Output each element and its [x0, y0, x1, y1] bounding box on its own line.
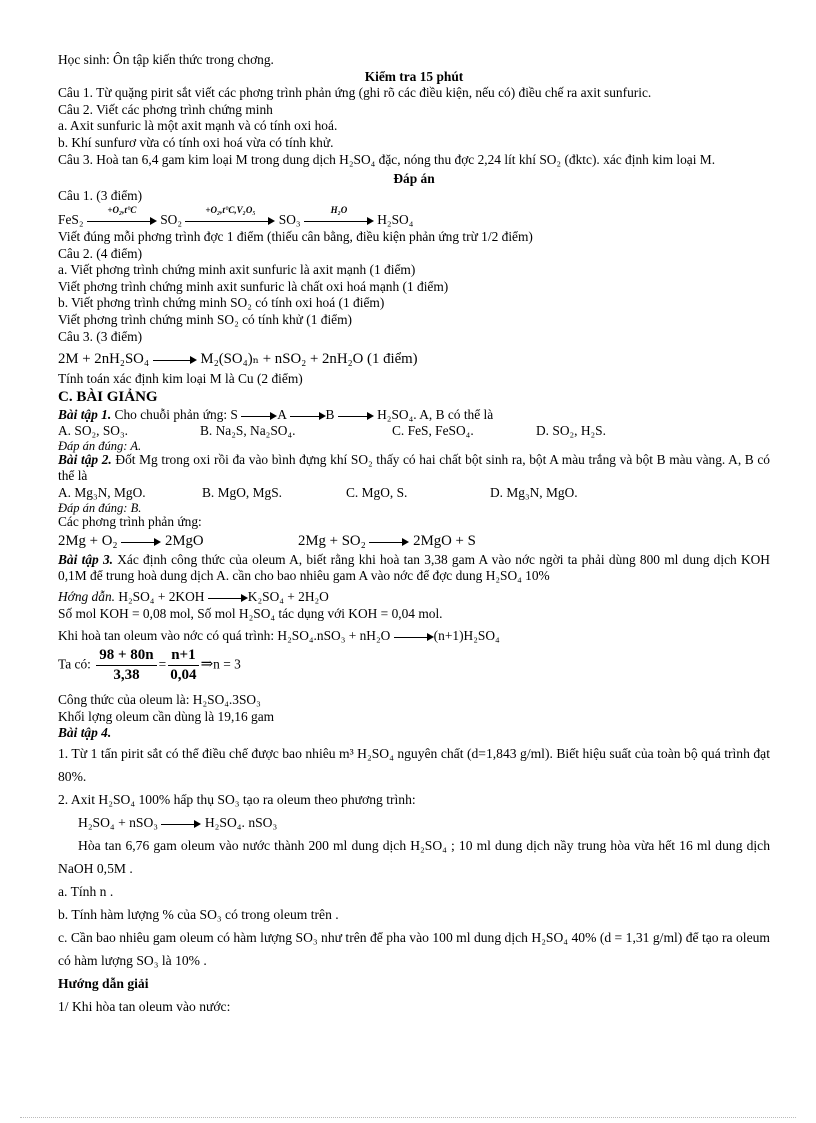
answer-3-equation — [58, 347, 770, 371]
exercise-4-question-a: a. Tính n . — [58, 884, 114, 899]
exercise-2-answer: Đáp án đúng: B. — [58, 500, 142, 515]
quiz-title: Kiểm tra 15 phút — [364, 68, 464, 84]
fraction-numerator: n+1 — [168, 646, 198, 666]
quiz-question-2b: b. Khí sunfurơ vừa có tính oxi hoá vừa có tính khử. — [58, 134, 334, 150]
exercise-3-guide-line — [58, 628, 770, 645]
option: B. MgO, MgS. — [202, 485, 282, 501]
fraction — [96, 646, 156, 685]
reaction-arrow — [290, 411, 326, 421]
equation-right: 2MgO — [161, 533, 204, 550]
option: C. MgO, S. — [346, 485, 408, 501]
equation — [58, 530, 298, 552]
reaction-arrow — [185, 205, 275, 226]
guide-label: Hớng dẫn. — [58, 589, 115, 605]
equation-left: 2Mg + O₂ — [58, 533, 122, 550]
reaction-arrow — [338, 411, 374, 421]
answer-2-line: Viết phơng trình chứng minh SO₂ có tính khử (1 điểm) — [58, 311, 352, 327]
reaction-arrow — [304, 205, 374, 226]
equation-left: 2M + 2nH₂SO₄ — [58, 351, 150, 368]
exercise-4-body — [58, 742, 770, 1018]
option: D. SO₂, H₂S. — [536, 423, 606, 439]
arrow-condition: +O₂,t°C — [107, 205, 137, 216]
exercise-2-options — [58, 485, 770, 502]
exercise-text: Cho chuỗi phản ứng: S — [111, 406, 242, 422]
equation-right: (n+1)H₂SO₄ — [433, 627, 500, 643]
answer-2-heading: Câu 2. (4 điểm) — [58, 245, 143, 261]
fraction-denominator: 0,04 — [170, 667, 197, 684]
exercise-4-label: Bài tập 4. — [58, 725, 112, 741]
option: D. Mg₃N, MgO. — [490, 485, 578, 501]
implies-arrow: ⇒ — [200, 656, 214, 673]
answer-2-line: b. Viết phơng trình chứng minh SO₂ có tính oxi hoá (1 điểm) — [58, 295, 385, 311]
arrow-condition: H₂O — [330, 205, 348, 216]
chain-so3: SO₃ — [278, 212, 301, 228]
chain-h2so4: H₂SO₄ — [377, 212, 414, 228]
exercise-text: H₂SO₄. A, B có thể là — [373, 406, 494, 422]
equation-left: H₂SO₄ + nSO₃ — [78, 815, 162, 830]
fraction-numerator: 98 + 80n — [96, 646, 156, 666]
chain-so2: SO₂ — [160, 212, 183, 228]
exercise-3-formula: Công thức của oleum là: H₂SO₄.3SO₃ — [58, 692, 261, 708]
reaction-arrow — [394, 632, 434, 642]
equation-left: H₂SO₄ + 2KOH — [115, 589, 208, 605]
exercise-4-part-1: 1. Từ 1 tấn pirit sắt có thể điều chế được bao nhiêu m³ H₂SO₄ nguyên chất (d=1,843 g/ml). Biết hiệu suất của toàn bộ quá trình đạt 80%. — [58, 746, 770, 784]
reaction-arrow — [153, 355, 197, 365]
exercise-3-mass: Khối lợng oleum cần dùng là 19,16 gam — [58, 708, 275, 724]
exercise-3 — [58, 552, 770, 583]
exercise-2-equations-heading: Các phơng trình phản ứng: — [58, 513, 202, 529]
answer-1-heading: Câu 1. (3 điểm) — [58, 187, 143, 203]
exercise-4-part-2: 2. Axit H₂SO₄ 100% hấp thụ SO₃ tạo ra oleum theo phương trình: — [58, 792, 416, 807]
quiz-question-2a: a. Axit sunfuric là một axit mạnh và có tính oxi hoá. — [58, 118, 338, 134]
equals-sign: = — [158, 656, 167, 672]
answer-2-line: Viết phơng trình chứng minh axit sunfuric là chất oxi hoá mạnh (1 điểm) — [58, 278, 449, 294]
reaction-arrow — [121, 537, 161, 547]
option: B. Na₂S, Na₂SO₄. — [200, 423, 296, 439]
fraction-equation — [58, 646, 770, 690]
exercise-4-question-c: c. Cần bao nhiêu gam oleum có hàm lượng SO₃ như trên để pha vào 100 ml dung dịch H₂SO₄ 40% (d = 1,31 g/ml) để tạo ra oleum có hàm lượng SO₃ là 10% . — [58, 930, 770, 968]
equation-result: n = 3 — [213, 656, 241, 672]
exercise-text: B — [325, 406, 338, 422]
answer-3-note: Tính toán xác định kim loại M là Cu (2 điểm) — [58, 371, 303, 387]
fraction — [168, 646, 198, 685]
fraction-denominator: 3,38 — [113, 667, 140, 684]
chain-fes2: FeS₂ — [58, 212, 84, 228]
solution-heading: Hướng dẫn giải — [58, 976, 149, 991]
exercise-1-answer: Đáp án đúng: A. — [58, 438, 142, 453]
quiz-question-3: Câu 3. Hoà tan 6,4 gam kim loại M trong dung dịch H₂SO₄ đặc, nóng thu đợc 2,24 lít khí SO₂ (đktc). xác định kim loại M. — [58, 151, 716, 167]
exercise-2 — [58, 452, 770, 485]
exercise-4-equation — [58, 811, 770, 834]
exercise-4-part-3: Hòa tan 6,76 gam oleum vào nước thành 200 ml dung dịch H₂SO₄ ; 10 ml dung dịch nầy trung hòa vừa hết 16 ml dung dịch NaOH 0,5M . — [58, 838, 770, 876]
exercise-1 — [58, 407, 770, 424]
exercise-text: Xác định công thức của oleum A, biết rằng khi hoà tan 3,38 gam A vào nớc ngời ta phải dùng 800 ml dung dịch KOH 0,1M để trung hoà dung dịch A. cần cho bao nhiêu gam A vào nớc để đợc dung H₂SO₄ 10% — [58, 552, 770, 583]
document-page — [58, 52, 770, 1018]
exercise-label: Bài tập 3. — [58, 552, 113, 568]
arrow-condition: +O₂,t°C,V₂O₅ — [205, 205, 256, 216]
exercise-text: A — [277, 406, 290, 422]
exercise-label: Bài tập 2. — [58, 451, 112, 467]
exercise-3-guide — [58, 589, 770, 606]
exercise-label: Bài tập 1. — [58, 406, 112, 422]
exercise-text: Đốt Mg trong oxi rồi đa vào bình đựng khí SO₂ thấy có hai chất bột sinh ra, bột A màu trắng và bột B màu vàng. A, B có thể là — [58, 451, 770, 484]
exercise-3-guide-line: Số mol KOH = 0,08 mol, Số mol H₂SO₄ tác dụng với KOH = 0,04 mol. — [58, 606, 443, 622]
lecture-title: C. BÀI GIẢNG — [58, 388, 158, 405]
exercise-1-options — [58, 423, 770, 440]
option: A. Mg₃N, MgO. — [58, 485, 146, 501]
equation-right: M₂(SO₄)ₙ + nSO₂ + 2nH₂O (1 điểm) — [200, 351, 418, 368]
answer-3-heading: Câu 3. (3 điểm) — [58, 328, 143, 344]
equation-right: H₂SO₄. nSO₃ — [201, 815, 278, 830]
reaction-arrow — [161, 819, 201, 829]
reaction-arrow — [208, 593, 248, 603]
option: A. SO₂, SO₃. — [58, 423, 128, 439]
equation-left: 2Mg + SO₂ — [298, 533, 370, 550]
equation-left: Khi hoà tan oleum vào nớc có quá trình: H₂SO₄.nSO₃ + nH₂O — [58, 627, 394, 643]
intro-line: Học sinh: Ôn tập kiến thức trong chơng. — [58, 52, 274, 67]
option: C. FeS, FeSO₄. — [392, 423, 474, 439]
equation-prefix: Ta có: — [58, 656, 95, 672]
answer-2-line: a. Viết phơng trình chứng minh axit sunfuric là axit mạnh (1 điểm) — [58, 262, 416, 278]
reaction-arrow — [87, 205, 157, 226]
reaction-chain — [58, 205, 770, 229]
quiz-question-1: Câu 1. Từ quặng pirit sắt viết các phơng trình phản ứng (ghi rõ các điều kiện, nếu có) điều chế ra axit sunfuric. — [58, 85, 652, 101]
answer-1-note: Viết đúng mỗi phơng trình đợc 1 điểm (thiếu cân bằng, điều kiện phản ứng trừ 1/2 điểm) — [58, 228, 533, 244]
page-footer-border — [20, 1117, 796, 1118]
reaction-arrow — [241, 411, 277, 421]
answers-title: Đáp án — [393, 171, 435, 187]
quiz-question-2: Câu 2. Viết các phơng trình chứng minh — [58, 101, 273, 117]
solution-line-1: 1/ Khi hòa tan oleum vào nước: — [58, 999, 231, 1014]
exercise-2-equations — [58, 530, 770, 552]
equation — [298, 533, 476, 549]
equation-right: 2MgO + S — [409, 533, 476, 550]
reaction-arrow — [369, 537, 409, 547]
equation-right: K₂SO₄ + 2H₂O — [247, 589, 329, 605]
exercise-4-question-b: b. Tính hàm lượng % của SO₃ có trong oleum trên . — [58, 907, 339, 922]
